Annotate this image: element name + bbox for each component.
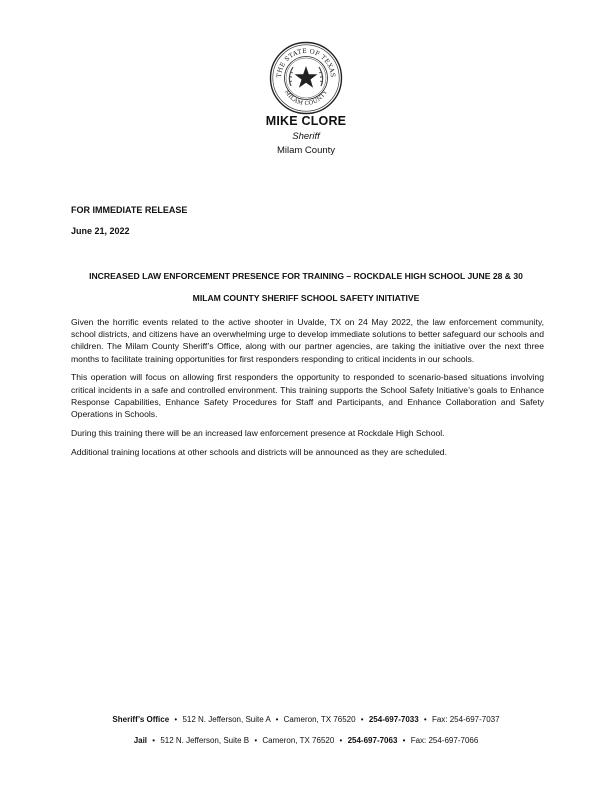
footer-office-label: Sheriff’s Office [112, 715, 170, 724]
footer-jail-label: Jail [133, 736, 148, 745]
county-seal [269, 41, 343, 115]
footer-office-city: Cameron, TX 76520 [283, 715, 356, 724]
footer-office-fax: Fax: 254-697-7037 [431, 715, 500, 724]
footer-office-address: 512 N. Jefferson, Suite A [182, 715, 271, 724]
release-date: June 21, 2022 [71, 226, 130, 236]
footer-jail-address: 512 N. Jefferson, Suite B [160, 736, 250, 745]
headline-secondary: MILAM COUNTY SHERIFF SCHOOL SAFETY INITIATIVE [192, 293, 420, 303]
body-paragraph: This operation will focus on allowing first responders the opportunity to responded to scenario-based situations involving critical incidents in a safe and controlled environment. This training supports the School Safety Initiative’s goals to Enhance Response Capabilities, Enhance Safety Procedures for Staff and Participants, and Enhance Collaboration and Safety Operations in Schools. [71, 372, 544, 420]
footer-office-phone: 254-697-7033 [368, 715, 419, 724]
footer-jail-phone: 254-697-7063 [347, 736, 398, 745]
footer-office-line: Sheriff’s Office • 512 N. Jefferson, Suite A • Cameron, TX 76520 • 254-697-7033 • Fax: 254-697-7037 [112, 715, 500, 724]
footer-jail-fax: Fax: 254-697-7066 [410, 736, 479, 745]
county-name: Milam County [276, 145, 336, 156]
svg-text:THE STATE OF TEXAS: THE STATE OF TEXAS [275, 47, 337, 78]
footer-jail-city: Cameron, TX 76520 [262, 736, 335, 745]
body-paragraph: Given the horrific events related to the active shooter in Uvalde, TX on 24 May 2022, the law enforcement community, school districts, and citizens have an overwhelming urge to develop immediate solutions to better safeguard our schools and children. The Milam County Sheriff’s Office, along with our partner agencies, are taking the initiative over the next three months to facilitate training opportunities for first responders responding to critical incidents in our schools. [71, 317, 544, 364]
svg-text:MILAM COUNTY: MILAM COUNTY [283, 89, 329, 108]
sheriff-title: Sheriff [292, 131, 320, 142]
sheriff-name: MIKE CLORE [265, 114, 347, 128]
body-paragraph: Additional training locations at other schools and districts will be announced as they are scheduled. [71, 446, 447, 457]
body-paragraph: During this training there will be an increased law enforcement presence at Rockdale High School. [71, 427, 445, 438]
headline-primary: INCREASED LAW ENFORCEMENT PRESENCE FOR TRAINING – ROCKDALE HIGH SCHOOL JUNE 28 & 30 [89, 271, 523, 281]
release-label: FOR IMMEDIATE RELEASE [71, 205, 188, 215]
sheriff-header [0, 114, 612, 157]
footer-jail-line: Jail • 512 N. Jefferson, Suite B • Cameron, TX 76520 • 254-697-7063 • Fax: 254-697-7066 [133, 736, 479, 745]
release-body [71, 316, 544, 464]
star-seal-icon [269, 41, 343, 115]
